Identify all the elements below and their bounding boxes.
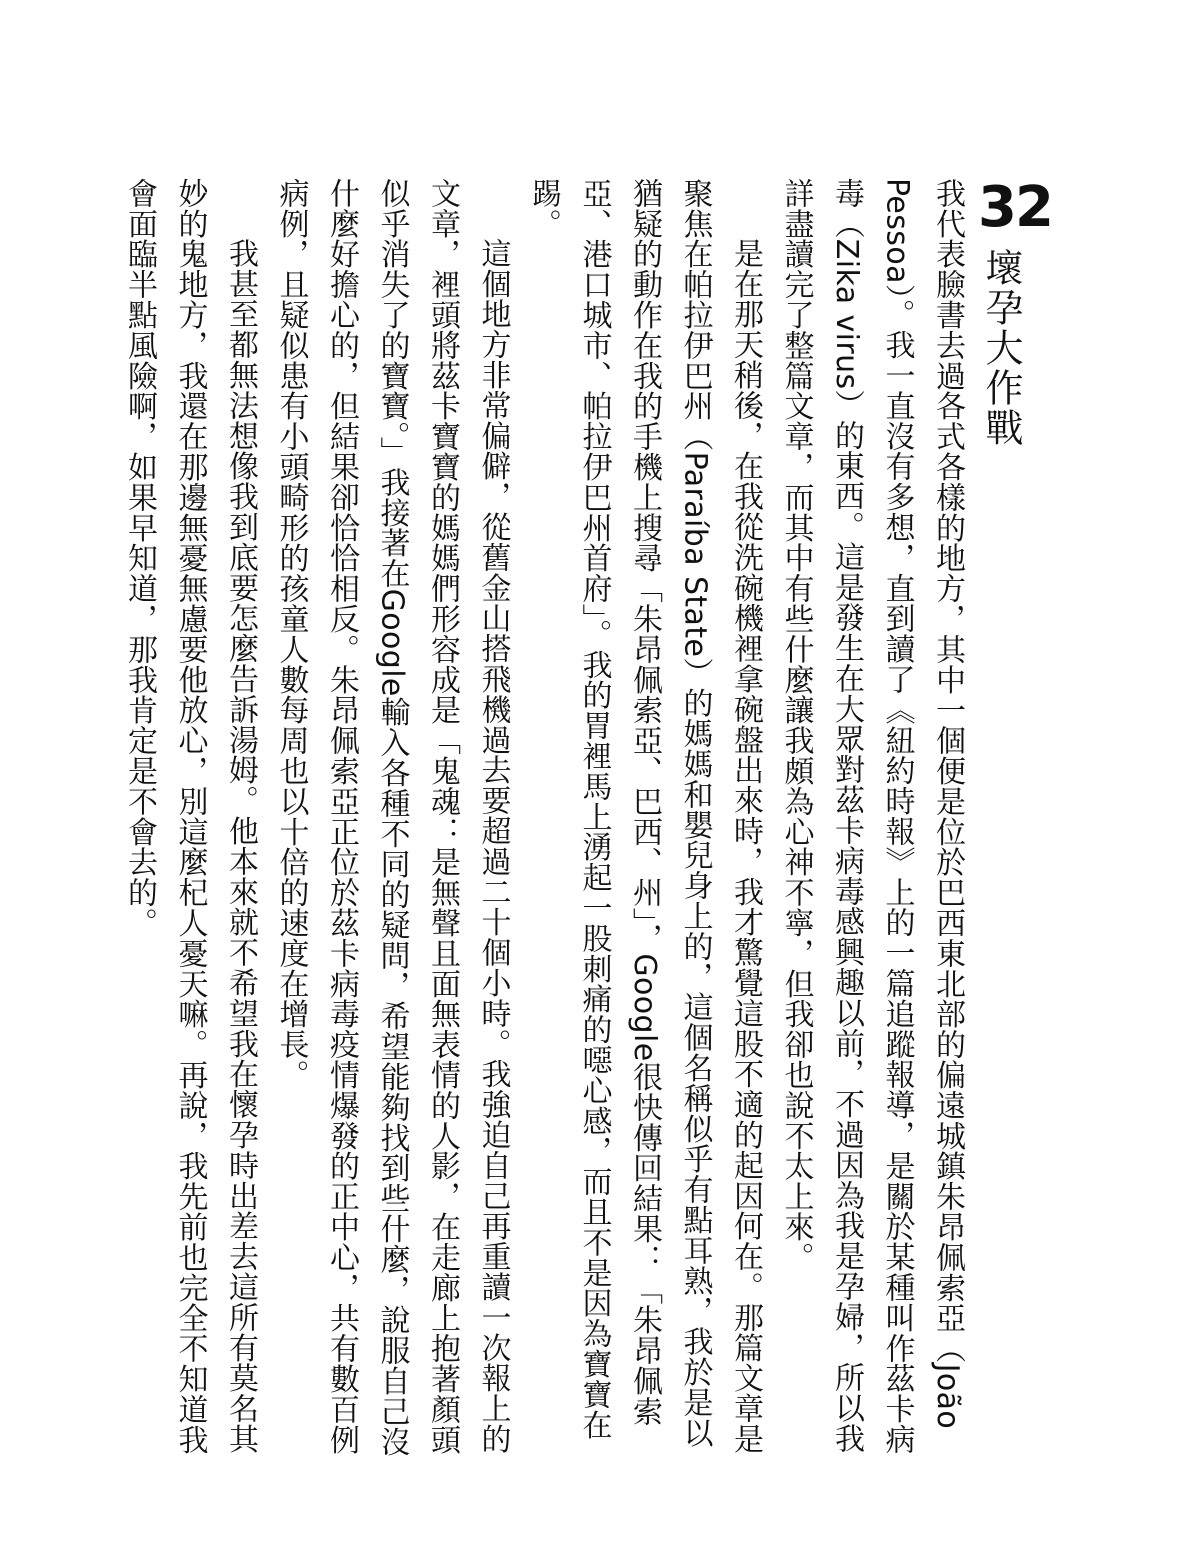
chapter-body [122, 178, 972, 1468]
paragraph: 這個地方非常偏僻，從舊金山搭飛機過去要超過二十個小時。我強迫自己再重讀一次報上的文章，裡頭將茲卡寶寶的媽媽們形容成是「鬼魂：是無聲且面無表情的人影，在走廊上抱著顏頭似乎消失了的寶寶。」我接著在Google輸入各種不同的疑問，希望能夠找到些什麼，說服自己沒什麼好擔心的，但結果卻恰恰相反。朱昂佩索亞正位於茲卡病毒疫情爆發的正中心，共有數百例病例，且疑似患有小頭畸形的孩童人數每周也以十倍的速度在增長。 [273, 178, 511, 1457]
paragraph: 我代表臉書去過各式各樣的地方，其中一個便是位於巴西東北部的偏遠城鎮朱昂佩索亞（João Pessoa）。我一直沒有多想，直到讀了《紐約時報》上的一篇追蹤報導，是關於某種叫作茲卡病毒（Zika virus）的東西。這是發生在大眾對茲卡病毒感興趣以前，不過因為我是孕婦，所以我詳盡讀完了整篇文章，而其中有些什麼讓我頗為心神不寧，但我卻也說不太上來。 [778, 178, 965, 1455]
chapter-number: 32 [978, 175, 1052, 240]
paragraph: 是在那天稍後，在我從洗碗機裡拿碗盤出來時，我才驚覺這股不適的起因何在。那篇文章是聚焦在帕拉伊巴州（Paraíba State）的媽媽和嬰兒身上的，這個名稱似乎有點耳熟，我於是以猶疑的動作在我的手機上搜尋「朱昂佩索亞、巴西、州」，Google很快傳回結果：「朱昂佩索亞、港口城市、帕拉伊巴州首府」。我的胃裡馬上湧起一股刺痛的噁心感，而且不是因為寶寶在踢。 [526, 178, 763, 1454]
paragraph: 我甚至都無法想像我到底要怎麼告訴湯姆。他本來就不希望我在懷孕時出差去這所有莫名其妙的鬼地方，我還在那邊無憂無慮要他放心，別這麼杞人憂天嘛。再說，我先前也完全不知道我會面臨半點風險啊，如果早知道，那我肯定是不會去的。 [122, 178, 258, 1455]
chapter-title: 壞孕大作戰 [979, 248, 1023, 448]
